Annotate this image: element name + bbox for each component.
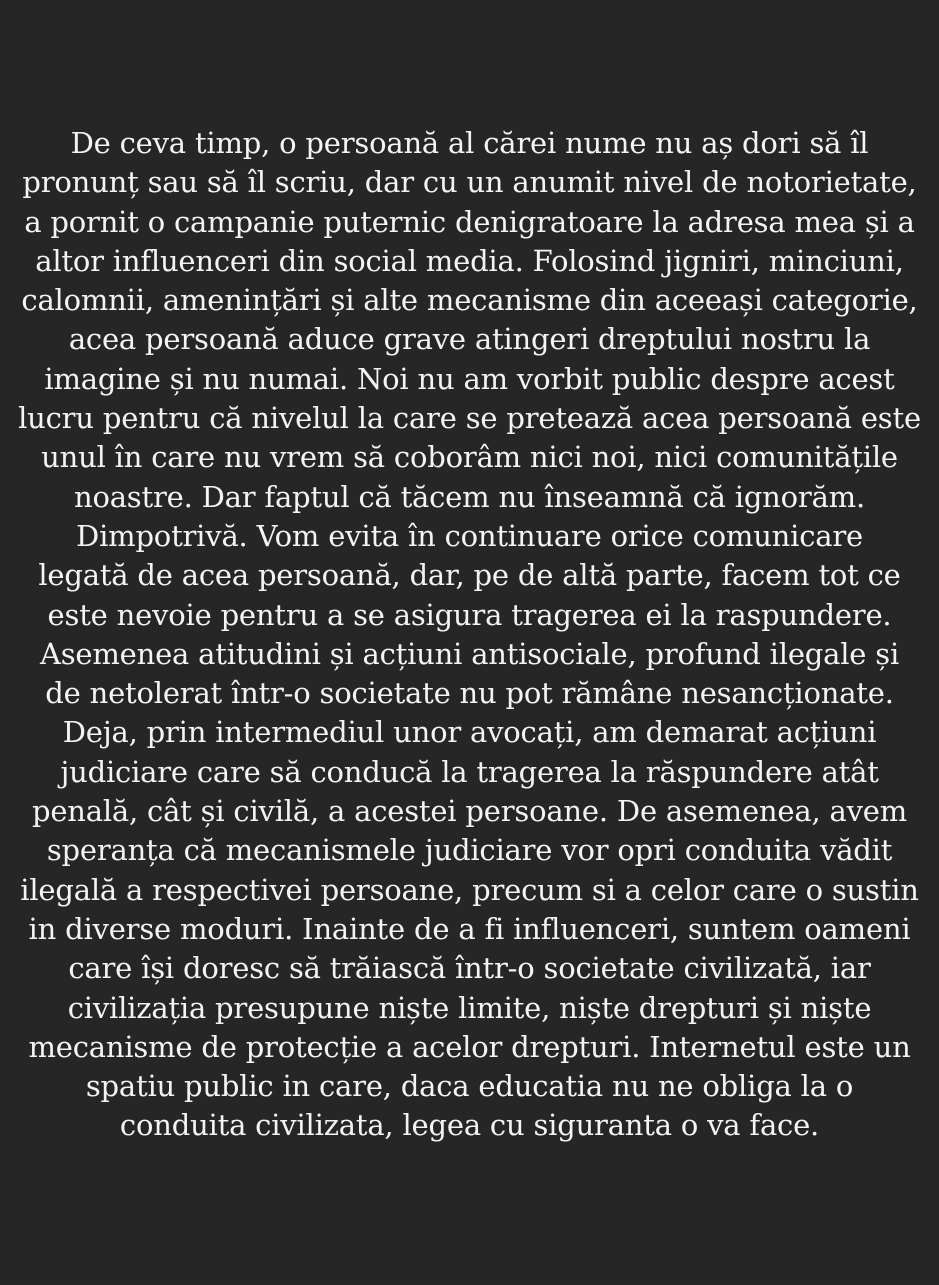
text-line: speranța că mecanismele judiciare vor opri conduita vădit xyxy=(46,833,893,868)
text-line: altor influenceri din social media. Folosind jigniri, minciuni, xyxy=(35,243,904,278)
story-text xyxy=(0,124,939,1146)
text-line: noastre. Dar faptul că tăcem nu înseamnă că ignorăm. xyxy=(73,479,865,514)
text-line: legată de acea persoană, dar, pe de altă parte, facem tot ce xyxy=(38,558,901,593)
text-line: a pornit o campanie puternic denigratoare la adresa mea și a xyxy=(24,204,915,239)
text-line: civilizația presupune niște limite, niște drepturi și niște xyxy=(67,990,872,1025)
text-line: calomnii, amenințări și alte mecanisme din aceeași categorie, xyxy=(21,283,918,318)
text-line: de netolerat într-o societate nu pot rămâne nesancționate. xyxy=(45,676,894,711)
text-line: pronunț sau să îl scriu, dar cu un anumit nivel de notorietate, xyxy=(22,165,917,200)
text-line: imagine și nu numai. Noi nu am vorbit public despre acest xyxy=(44,361,895,396)
text-line: conduita civilizata, legea cu siguranta o va face. xyxy=(119,1108,820,1143)
text-line: lucru pentru că nivelul la care se pretează acea persoană este xyxy=(18,401,921,436)
text-line: penală, cât și civilă, a acestei persoane. De asemenea, avem xyxy=(31,794,908,829)
text-line: De ceva timp, o persoană al cărei nume nu aș dori să îl xyxy=(70,126,869,160)
text-line: este nevoie pentru a se asigura tragerea ei la raspundere. xyxy=(47,597,892,632)
text-line: Deja, prin intermediul unor avocați, am demarat acțiuni xyxy=(62,715,877,750)
text-line: unul în care nu vrem să coborâm nici noi, nici comunitățile xyxy=(41,440,898,475)
text-line: spatiu public in care, daca educatia nu ne obliga la o xyxy=(85,1069,854,1104)
text-line: judiciare care să conducă la tragerea la răspundere atât xyxy=(60,754,879,789)
text-line: in diverse moduri. Inainte de a fi influenceri, suntem oameni xyxy=(28,911,911,946)
text-line: Asemenea atitudini și acțiuni antisociale, profund ilegale și xyxy=(39,636,900,671)
text-line: Dimpotrivă. Vom evita în continuare orice comunicare xyxy=(76,518,863,553)
text-line: acea persoană aduce grave atingeri dreptului nostru la xyxy=(68,322,871,357)
text-line: care își doresc să trăiască într-o societate civilizată, iar xyxy=(68,951,871,986)
text-line: ilegală a respectivei persoane, precum si a celor care o sustin xyxy=(20,872,919,907)
text-line: mecanisme de protecție a acelor drepturi. Internetul este un xyxy=(28,1029,911,1064)
